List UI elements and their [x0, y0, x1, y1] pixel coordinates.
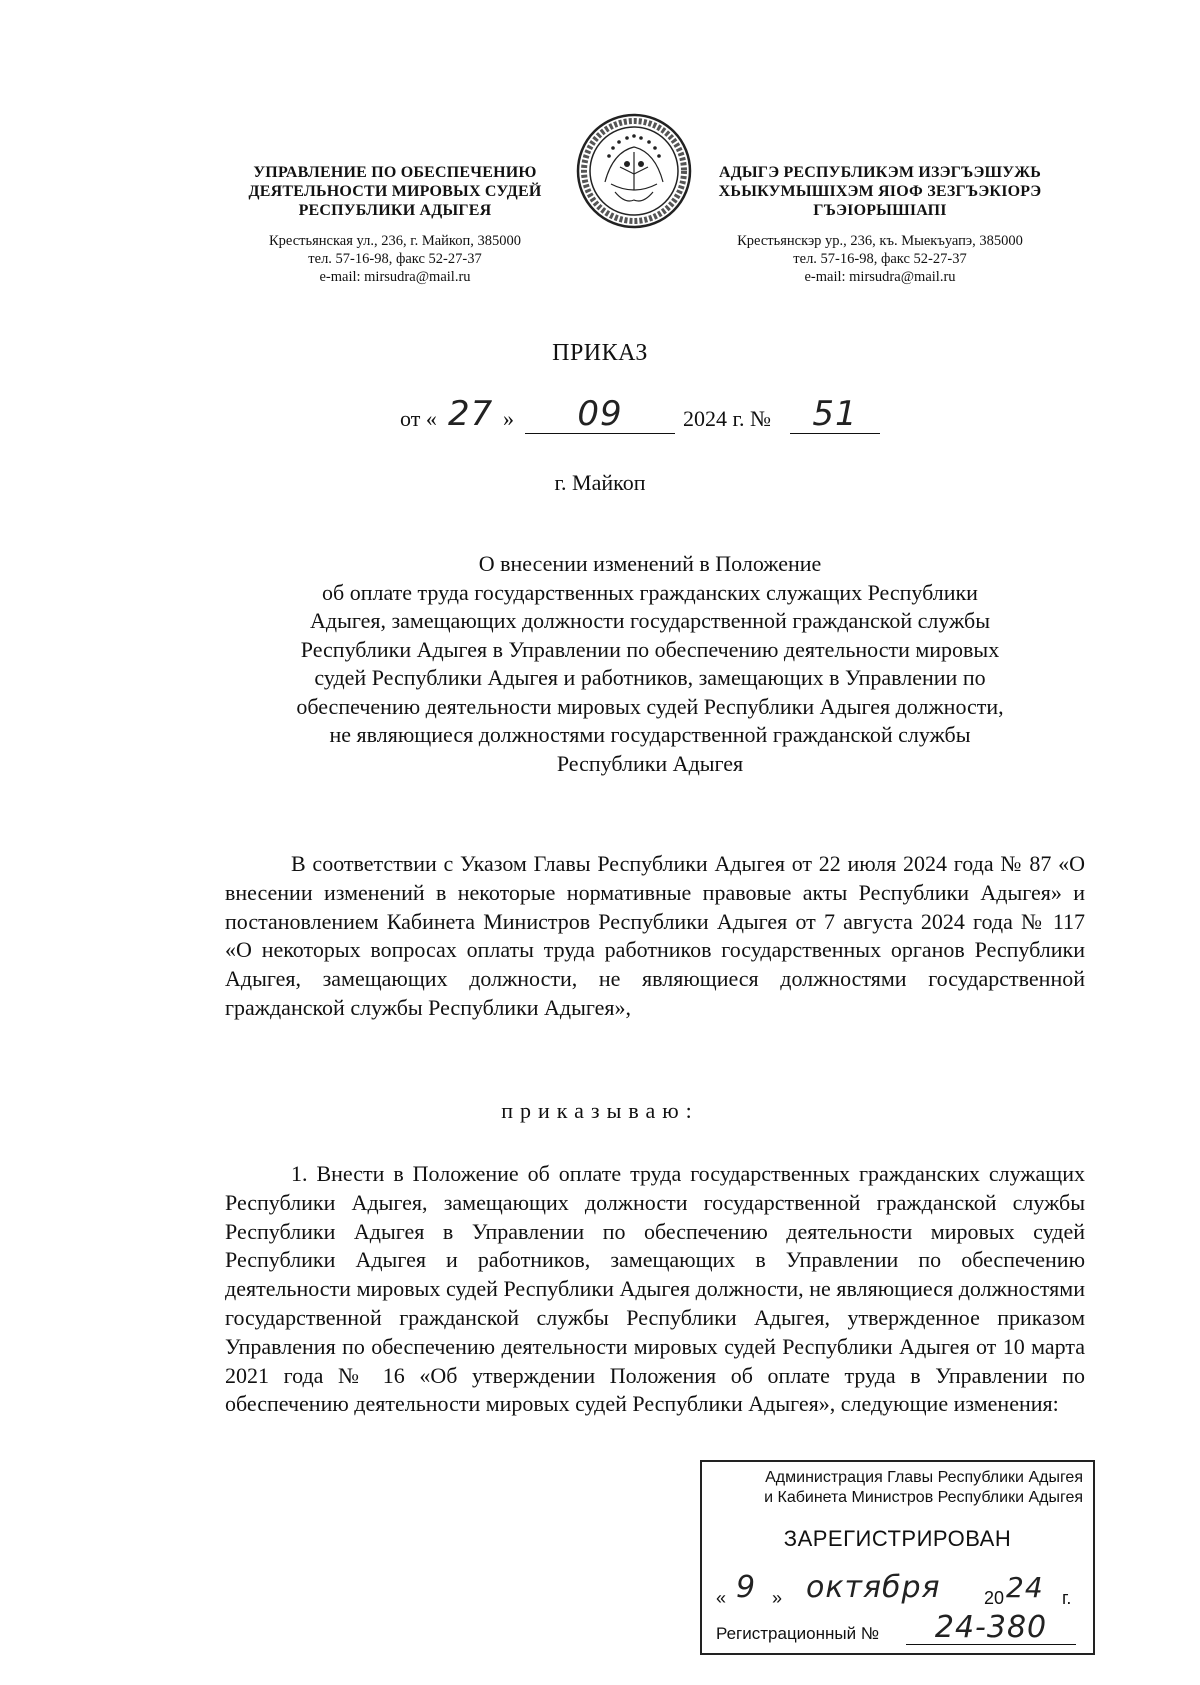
document-title: ПРИКАЗ [552, 340, 648, 366]
stamp-year-prefix: 20 [984, 1588, 1005, 1608]
city: г. Майкоп [554, 470, 646, 495]
subject-line: Адыгея, замещающих должности государственной гражданской службы [310, 608, 990, 633]
org-name-ru-line1: УПРАВЛЕНИЕ ПО ОБЕСПЕЧЕНИЮ [253, 164, 537, 181]
org-phone-ady: тел. 57-16-98, факс 52-27-37 [793, 251, 967, 267]
subject-line: не являющиеся должностями государственной гражданской службы [329, 722, 971, 747]
org-name-ady-line3: ГЪЭІОРЫШІАПІ [813, 202, 947, 219]
subject-line: Республики Адыгея в Управлении по обеспечению деятельности мировых [300, 636, 1000, 662]
header-left-block [225, 163, 565, 286]
org-phone-ru: тел. 57-16-98, факс 52-27-37 [308, 251, 482, 267]
registration-stamp [700, 1460, 1095, 1655]
stamp-authority-line1: Администрация Главы Республики Адыгея [765, 1469, 1083, 1486]
date-number-line [400, 392, 920, 440]
stamp-handwritten-year: 24 [1006, 1571, 1044, 1604]
stamp-authority-line2: и Кабинета Министров Республики Адыгея [764, 1489, 1083, 1506]
stamp-handwritten-reg-number: 24-380 [906, 1612, 1076, 1645]
org-email-ady: e-mail: mirsudra@mail.ru [804, 269, 956, 285]
month-underline [525, 394, 675, 434]
handwritten-day: 27 [448, 394, 494, 434]
subject-line: обеспечению деятельности мировых судей Республики Адыгея должности, [296, 693, 1004, 719]
org-email-ru: e-mail: mirsudra@mail.ru [319, 269, 471, 285]
stamp-handwritten-day: 9 [736, 1570, 757, 1605]
number-underline [790, 394, 880, 434]
org-address-ru: Крестьянская ул., 236, г. Майкоп, 385000 [269, 233, 521, 249]
order-word: приказываю: [501, 1098, 699, 1123]
date-mid: » [503, 406, 514, 431]
stamp-year-unit: г. [1062, 1588, 1072, 1608]
org-name-ady-line2: ХЬЫКУМЫШІХЭМ ЯІОФ ЗЕЗГЪЭКІОРЭ [718, 183, 1042, 200]
org-address-ady: Крестьянскэр ур., 236, къ. Мыекъуапэ, 385000 [737, 233, 1023, 249]
date-prefix: от « [400, 406, 437, 431]
header-right-block [700, 163, 1060, 286]
stamp-date-line [716, 1572, 1086, 1612]
subject-line: судей Республики Адыгея и работников, замещающих в Управлении по [314, 665, 986, 690]
org-name-ru-line2: ДЕЯТЕЛЬНОСТИ МИРОВЫХ СУДЕЙ [248, 183, 542, 200]
org-name-ady-line1: АДЫГЭ РЕСПУБЛИКЭМ ИЗЭГЪЭШУЖЬ [718, 164, 1042, 181]
document-subject [200, 550, 1100, 778]
subject-line: об оплате труда государственных гражданских служащих Республики [322, 579, 978, 605]
subject-line: Республики Адыгея [556, 750, 744, 776]
handwritten-month: 09 [577, 394, 623, 434]
year-and-number-label: 2024 г. № [683, 406, 772, 431]
stamp-open-quote: « [716, 1588, 727, 1608]
coat-of-arms-emblem-icon [575, 112, 693, 230]
preamble-paragraph: В соответствии с Указом Главы Республики Адыгея от 22 июля 2024 года № 87 «О внесении изменений в некоторые нормативные правовые акты Республики Адыгея» и постановлением Кабинета Министров Республики Адыгея от 7 августа 2024 года № 117 «О некоторых вопросах оплаты труда работников государственных органов Республики Адыгея, замещающих должности, не являющиеся должностями государственной гражданской службы Республики Адыгея», [225, 851, 1085, 1020]
stamp-handwritten-month: октября [806, 1570, 941, 1605]
stamp-title: ЗАРЕГИСТРИРОВАН [783, 1526, 1012, 1551]
handwritten-number: 51 [812, 394, 858, 434]
subject-line: О внесении изменений в Положение [478, 551, 822, 576]
clause-1-paragraph: 1. Внести в Положение об оплате труда государственных гражданских служащих Республики Адыгея, замещающих должности государственной гражданской службы Республики Адыгея в Управлении по обеспечению деятельности мировых судей Республики Адыгея и работников, замещающих в Управлении по обеспечению деятельности мировых судей Республики Адыгея должности, не являющиеся должностями государственной гражданской службы Республики Адыгея, утвержденное приказом Управления по обеспечению деятельности мировых судей Республики Адыгея от 10 марта 2021 года № 16 «Об утверждении Положения об оплате труда в Управлении по обеспечению деятельности мировых судей Республики Адыгея», следующие изменения: [225, 1161, 1085, 1417]
stamp-reg-label: Регистрационный № [716, 1624, 880, 1643]
stamp-registration-line [716, 1612, 1086, 1648]
stamp-close-quote: » [772, 1588, 783, 1608]
org-name-ru-line3: РЕСПУБЛИКИ АДЫГЕЯ [298, 202, 492, 219]
